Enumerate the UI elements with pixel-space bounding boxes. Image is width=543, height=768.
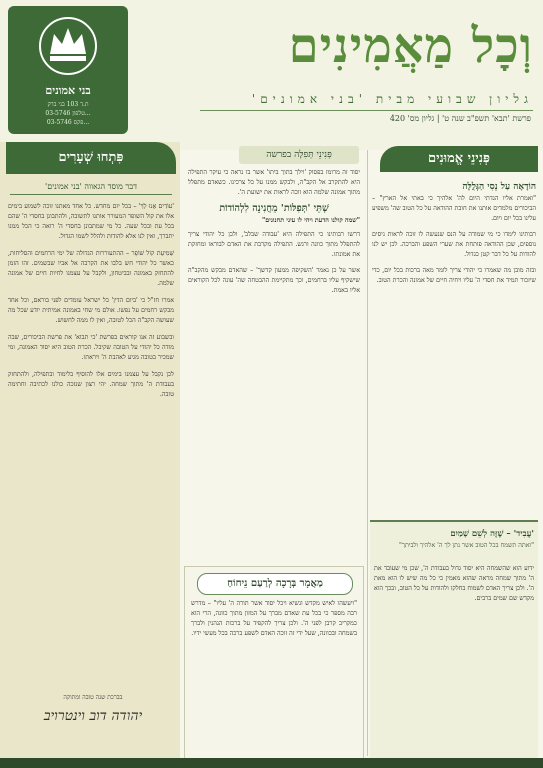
- left-column-subheading: דבר מוסד הגאווה 'בני אמונים': [10, 182, 172, 195]
- feature-box: [184, 566, 364, 760]
- issue-line: פרשת 'תבא' תשפ"ב שנה ט' | גליון מס' 420: [389, 114, 531, 123]
- logo-meta-line: ת.ד 103 בני ברק: [47, 101, 89, 108]
- signature-label: בברכת שנה טובה ומתוקה: [63, 694, 123, 701]
- signature: יהודה דוב וינטרויב: [43, 708, 143, 724]
- logo-name: בני אמונים: [45, 84, 91, 97]
- logo-meta-line: טלפון 03-5746...: [45, 110, 91, 117]
- paragraph: שְׁמִיעַת קוֹל שׁוֹפָר – ההתעוררות הגדולה של ימי הרחמים והסליחות, כאשר כל יהודי חש בלבו את הקרבה אל אביו שבשמים. זהו הזמן להתחזק באמונה ובביטחון, ולקבל על עצמנו לחיות חיים של אמונה שלמה.: [8, 250, 174, 287]
- paragraph: "ואמרת אליו הגדתי היום לה' אלהיך כי באתי אל הארץ" – הביכורים מלמדים אותנו את חובת ההודאה על כל הטוב שה' משפיע עלינו בכל יום ויום.: [372, 195, 536, 222]
- paragraph: רבותינו לימדו כי מי שמודה על הנס שנעשה לו זוכה לראות ניסים נוספים, שכן ההודאה פותחת את שערי השפע והברכה. לכן יש לנו להודות על כל דבר קטן כגדול.: [372, 231, 536, 258]
- left-column-heading: פִּתְחוּ שְׁעָרִים: [6, 142, 176, 174]
- right-bottom-body: ידוע הוא שהשמחה היא יסוד גדול בעבודת ה', שכן מי שעובד את ה' מתוך שמחה מראה שהוא מאמין כי כל מה שיש לו הוא מאת ה'. ולכן צריך האדם לשמוח בחלקו ולהודות על כל הטוב, ובכך הוא מקדש שם שמים ברבים.: [374, 565, 534, 602]
- right-column: [370, 146, 538, 758]
- left-column: [0, 142, 180, 758]
- logo-meta: [18, 100, 118, 127]
- section-title: הוֹדָאָה עַל נֵסִי הַגְּלֻלָּה: [462, 182, 536, 192]
- right-column-body: [372, 178, 536, 292]
- bottom-title: 'עֲבִיד' – שֶׁזֶּה לְשֵׁם שָׁמַיִם: [450, 529, 534, 539]
- paragraph: אמרו חז"ל כי 'ביום הדין' כל ישראל עומדים לפני בוראם, וכל אחד מבקש רחמים על נפשו. אולם מי שחי באמונה אמיתית יודע שכל מה שעושה הקב"ה הכל לטובה, ואין לו ממה לחשוש.: [8, 297, 174, 324]
- middle-column-heading: פְּנִינֵי תְּפִלָּה בפרשה: [239, 146, 359, 164]
- right-bottom-section: [370, 520, 538, 760]
- left-column-body: [8, 202, 174, 407]
- bottom-quote: "ואתה תשמח בכל הטוב אשר נתן לך ה' אלהיך ולביתך": [398, 542, 534, 549]
- middle-column-body: [188, 168, 360, 302]
- section-quote: "שמה קולנו הדעת ויהי לו עיני תחנונים": [261, 217, 360, 224]
- feature-box-heading: מַאֲמָר בְּרָכָה לְרַעַם נֵיחוֹחַ: [197, 573, 353, 595]
- middle-column: [184, 146, 364, 758]
- feature-box-body: "ויעשהו לאיש מקדש ונשיא ויכל יסוד אשר תורה ה' עליו" – מדרש רבה מספר כי בכל עת שאדם מברך על המזון מתוך כוונה, הרי הוא כמקריב קרבן לפני ה'. ולכן צריך להקפיד על ברכות הנהנין ולברך בשמחה ובכוונה, שעל ידי זה זוכה האדם לשפע ברכה בכל מעשי ידיו.: [191, 600, 357, 637]
- crown-icon: [36, 16, 100, 76]
- masthead-title: וְכָל מַאֲמִינִים: [288, 18, 533, 74]
- column-divider: [367, 150, 368, 756]
- logo-meta-line: פקס 03-5746...: [46, 119, 90, 126]
- paragraph: 'עוֹדִים אֶנוּ לְךָ' – בכל יום מחדש. כל אחד מאתנו זוכה לשמוע בימים אלו את קול השופר המעורר אותנו לתשובה, ולהתבונן בחסדי ה' שהם בכל עת ובכל שעה. כל מי שמתבונן בחסדי ה' רואה כי הכל ממנו יתברך, ואין לנו אלא להודות ולהלל לשמו הגדול.: [8, 203, 174, 240]
- right-column-heading: פְּנִינֵי אֱמוּנִים: [380, 146, 538, 172]
- paragraph: לכן נקבל על עצמנו בימים אלו להוסיף בלימוד ובתפילה, ולהתחזק בעבודת ה' מתוך שמחה. יהי רצון שנזכה כולנו לכתיבה וחתימה טובה.: [8, 371, 174, 398]
- masthead-divider: [200, 110, 533, 111]
- paragraph: יסוד זה מרומז בפסוק 'וילך בתוך ביתו' אשר בו נראה כי עיקר התפילה היא להתקרב אל הקב"ה, ולבקש ממנו על כל צרכינו. כשאדם מתפלל מתוך אמונה שלמה הוא זוכה לראות את ישועת ה'.: [188, 169, 360, 196]
- paragraph: דרשו רבותינו כי התפילה היא 'עבודה שבלב', ולכן כל יהודי צריך להתפלל מתוך כוונה ורגש. התפילה מקרבת את האדם לבוראו ומחזקת את אמונתו.: [188, 231, 360, 258]
- paragraph: ובזה מובן מה שאמרו כי יהודי צריך לומר מאה ברכות בכל יום, כדי שיזכור תמיד את חסדי ה' עליו ויחיה חיים של אמונה והכרת הטוב.: [372, 267, 536, 284]
- footer-band: [0, 758, 543, 768]
- section-title: שְׁתֵּי 'תְּפִלּוֹת' מֵחֲנִינָה לִלְהוֹדוֹת: [219, 203, 329, 214]
- paragraph: ובשבוע זה אנו קוראים בפרשת 'כי תבוא' את פרשת הביכורים, שבה מודה כל יהודי על הטובה שקיבל. הכרת הטוב היא יסוד האמונה, ומי שמכיר בטובה מגיע לאהבת ה' ויראתו.: [8, 334, 174, 361]
- logo: [8, 6, 128, 134]
- masthead-subtitle: גליון שבועי מבית 'בני אמונים': [251, 92, 533, 106]
- masthead: [0, 0, 543, 150]
- paragraph: אשר על כן נאמר 'השקיפה ממעון קדשך' – שהאדם מבקש מהקב"ה שישקיף עליו ברחמים, וכך מתקיימת ההבטחה שה' עונה לכל הקוראים אליו באמת.: [188, 267, 360, 294]
- section-title: [374, 528, 534, 549]
